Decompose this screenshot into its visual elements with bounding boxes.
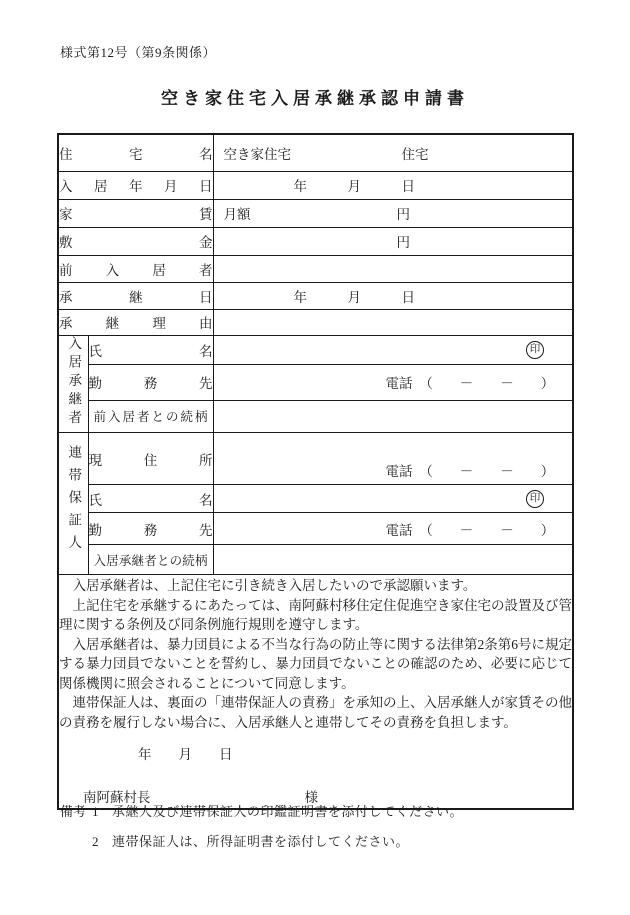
previous-tenant-value-cell xyxy=(213,255,573,282)
previous-tenant-label: 前入居者 xyxy=(58,255,213,282)
remark-item-2 xyxy=(60,833,463,851)
remark-2-number: 2 xyxy=(92,834,99,849)
succession-date-value-cell xyxy=(213,282,573,309)
declaration-cell xyxy=(58,575,573,809)
guarantor-name-value-cell xyxy=(213,485,573,513)
remark-1-number: 1 xyxy=(92,804,99,819)
remarks-section xyxy=(60,803,463,863)
housing-name-value-cell xyxy=(213,134,573,171)
remark-2-text: 連帯保証人は、所得証明書を添付してください。 xyxy=(112,834,410,849)
successor-phone-placeholder: 電話 （ － － ） xyxy=(385,376,555,392)
succession-reason-value-cell xyxy=(213,309,573,335)
successor-relation-value-cell xyxy=(213,400,573,433)
rent-unit: 円 xyxy=(396,207,410,222)
rent-label: 家賃 xyxy=(58,199,213,227)
successor-relation-label: 前入居者との続柄 xyxy=(88,400,213,433)
deposit-value-cell xyxy=(213,227,573,255)
housing-name-suffix: 住宅 xyxy=(401,146,429,162)
form-number: 様式第12号（第9条関係） xyxy=(60,45,217,60)
declaration-paragraph-4: 連帯保証人は、裏面の「連帯保証人の責務」を承知の上、入居承継人が家賃その他の責務を履行しない場合に、入居承継人と連帯してその責務を負担します。 xyxy=(59,695,572,730)
successor-seal-icon: 印 xyxy=(526,341,544,359)
application-table xyxy=(57,133,574,810)
guarantor-group-cell xyxy=(58,433,88,575)
declaration-date-placeholder: 年 月 日 xyxy=(138,747,233,763)
successor-group-label: 入居承継者 xyxy=(66,335,82,428)
move-in-date-label: 入居年月日 xyxy=(58,171,213,199)
guarantor-workplace-value-cell xyxy=(213,513,573,545)
move-in-date-value-cell xyxy=(213,171,573,199)
remark-2-spacer xyxy=(60,833,92,851)
guarantor-address-value-cell xyxy=(213,433,573,485)
deposit-unit: 円 xyxy=(396,235,410,250)
guarantor-relation-label: 入居承継者との続柄 xyxy=(88,545,213,575)
successor-name-label: 氏名 xyxy=(88,335,213,364)
guarantor-address-label: 現住所 xyxy=(88,433,213,485)
guarantor-phone-placeholder: 電話 （ － － ） xyxy=(385,522,555,538)
succession-date-placeholder: 年 月 日 xyxy=(293,289,415,305)
addressee-honorific: 様 xyxy=(304,790,318,806)
guarantor-relation-value-cell xyxy=(213,545,573,575)
succession-reason-label: 承継理由 xyxy=(58,309,213,335)
successor-workplace-value-cell xyxy=(213,364,573,400)
guarantor-address-phone-placeholder: 電話 （ － － ） xyxy=(385,464,555,479)
succession-date-label: 承継日 xyxy=(58,282,213,309)
rent-value-cell xyxy=(213,199,573,227)
deposit-label: 敷金 xyxy=(58,227,213,255)
addressee-name: 南阿蘇村長 xyxy=(83,790,151,806)
remark-item-1 xyxy=(60,803,463,821)
declaration-paragraph-3: 入居承継者は、暴力団員による不当な行為の防止等に関する法律第2条第6号に規定する暴力団員でないことを誓約し、暴力団員でないことの確認のため、必要に応じて関係機関に照会されることについて同意します。 xyxy=(59,636,572,691)
page-title: 空き家住宅入居承継承認申請書 xyxy=(161,89,469,108)
successor-name-value-cell xyxy=(213,335,573,364)
guarantor-group-label: 連帯保証人 xyxy=(66,445,82,558)
guarantor-workplace-label: 勤務先 xyxy=(88,513,213,545)
declaration-paragraph-2: 上記住宅を承継するにあたっては、南阿蘇村移住定住促進空き家住宅の設置及び管理に関する条例及び同条例施行規則を遵守します。 xyxy=(59,597,572,633)
declaration-text xyxy=(59,576,572,806)
remark-1-text: 承継人及び連帯保証人の印鑑証明書を添付してください。 xyxy=(112,804,464,819)
move-in-date-placeholder: 年 月 日 xyxy=(293,179,415,194)
guarantor-seal-icon: 印 xyxy=(526,490,544,508)
rent-prefix: 月額 xyxy=(223,207,251,222)
remarks-heading: 備考 xyxy=(60,804,87,819)
successor-group-cell xyxy=(58,335,88,433)
housing-name-label: 住宅名 xyxy=(58,134,213,171)
declaration-paragraph-1: 入居承継者は、上記住宅に引き続き入居したいので承認願います。 xyxy=(72,578,477,594)
successor-workplace-label: 勤務先 xyxy=(88,364,213,400)
housing-name-prefix: 空き家住宅 xyxy=(223,146,291,162)
guarantor-name-label: 氏名 xyxy=(88,485,213,513)
